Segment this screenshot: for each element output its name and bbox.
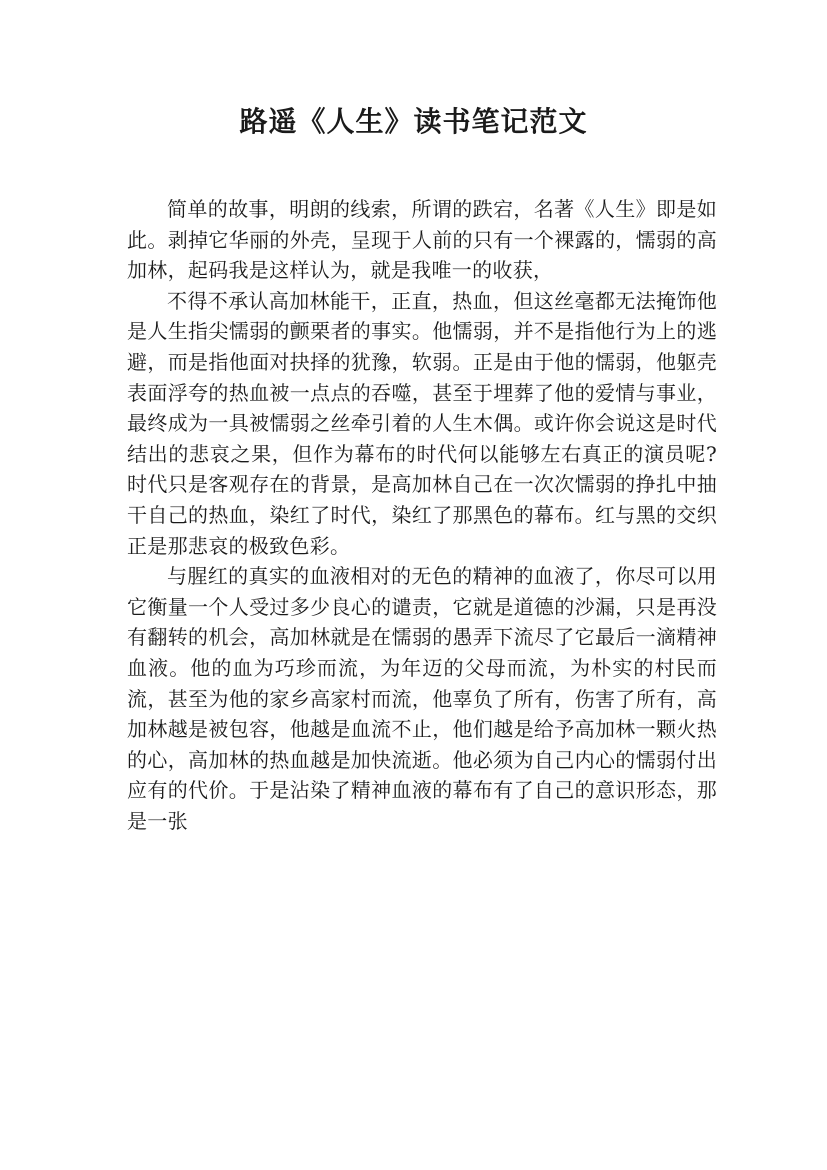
paragraph-1: 简单的故事，明朗的线索，所谓的跌宕，名著《人生》即是如此。剥掉它华丽的外壳，呈现于人前的只有一个裸露的，懦弱的高加林，起码我是这样认为，就是我唯一的收获， [127, 197, 717, 283]
document-body [127, 194, 717, 836]
paragraph-3: 与腥红的真实的血液相对的无色的精神的血液了，你尽可以用它衡量一个人受过多少良心的谴责，它就是道德的沙漏，只是再没有翻转的机会，高加林就是在懦弱的愚弄下流尽了它最后一滴精神血液。他的血为巧珍而流，为年迈的父母而流，为朴实的村民而流，甚至为他的家乡高家村而流，他辜负了所有，伤害了所有，高加林越是被包容，他越是血流不止，他们越是给予高加林一颗火热的心，高加林的热血越是加快流逝。他必须为自己内心的懦弱付出应有的代价。于是沾染了精神血液的幕布有了自己的意识形态，那是一张 [127, 564, 717, 833]
paragraph-2: 不得不承认高加林能干，正直，热血，但这丝毫都无法掩饰他是人生指尖懦弱的颤栗者的事实。他懦弱，并不是指他行为上的逃避，而是指他面对抉择的犹豫，软弱。正是由于他的懦弱，他躯壳表面浮夸的热血被一点点的吞噬，甚至于埋葬了他的爱情与事业，最终成为一具被懦弱之丝牵引着的人生木偶。或许你会说这是时代结出的悲哀之果，但作为幕布的时代何以能够左右真正的演员呢?时代只是客观存在的背景，是高加林自己在一次次懦弱的挣扎中抽干自己的热血，染红了时代，染红了那黑色的幕布。红与黑的交织正是那悲哀的极致色彩。 [127, 288, 717, 558]
document-title: 路遥《人生》读书笔记范文 [239, 105, 588, 138]
